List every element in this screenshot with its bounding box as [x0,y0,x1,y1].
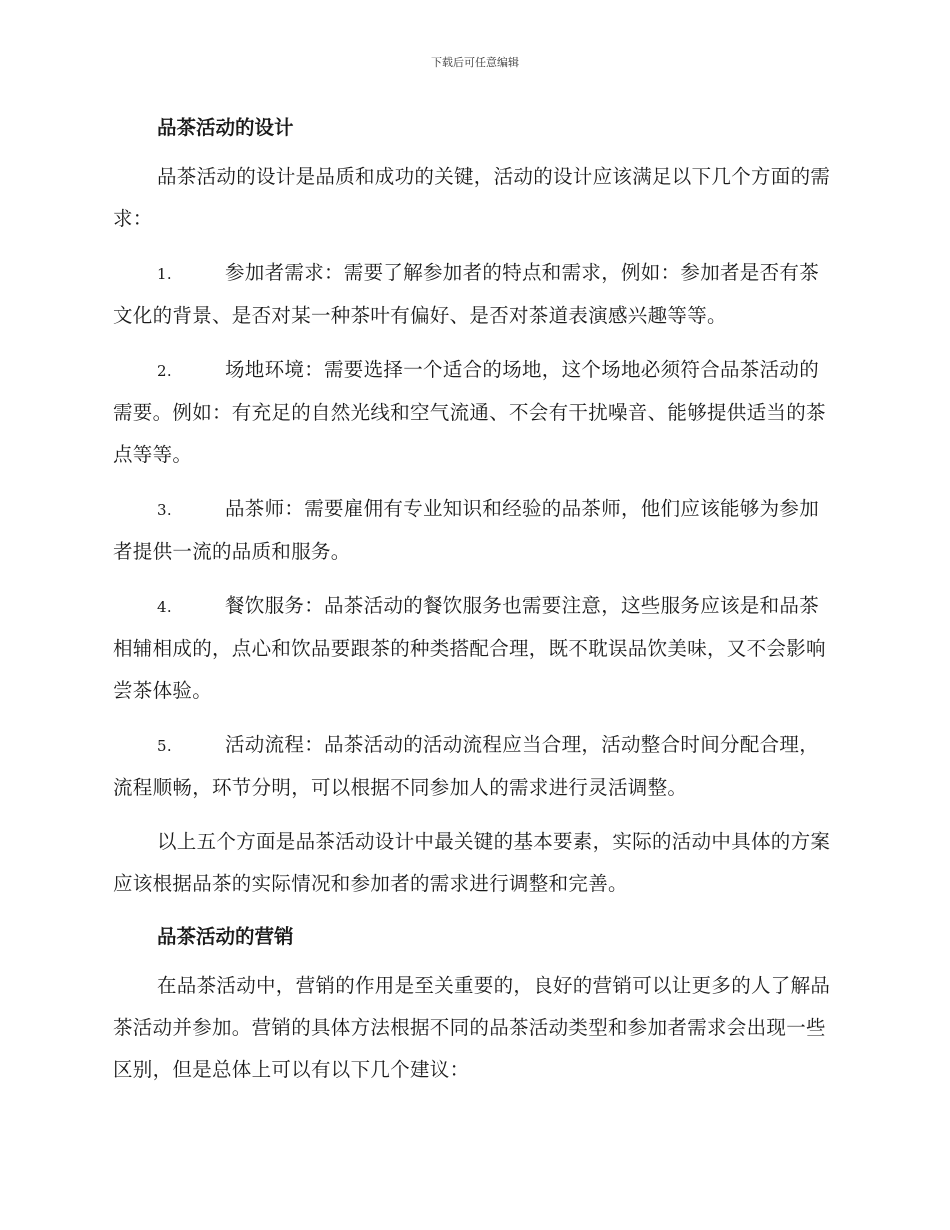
list-item-text: 活动流程：品茶活动的活动流程应当合理，活动整合时间分配合理，流程顺畅，环节分明，可以根据不同参加人的需求进行灵活调整。 [113,733,820,799]
list-item-text: 品茶师：需要雇佣有专业知识和经验的品茶师，他们应该能够为参加者提供一流的品质和服务。 [113,497,820,563]
marketing-intro-paragraph: 在品茶活动中，营销的作用是至关重要的，良好的营销可以让更多的人了解品茶活动并参加。营销的具体方法根据不同的品茶活动类型和参加者需求会出现一些区别，但是总体上可以有以下几个建议： [113,974,831,1081]
design-list-item [113,488,833,573]
section-heading-design: 品茶活动的设计 [157,116,294,139]
design-list-item [113,349,833,476]
design-summary-paragraph: 以上五个方面是品茶活动设计中最关键的基本要素，实际的活动中具体的方案应该根据品茶的实际情况和参加者的需求进行调整和完善。 [113,830,831,895]
document-body [113,108,833,1103]
list-number: 5. [157,737,172,755]
list-item-text: 餐饮服务：品茶活动的餐饮服务也需要注意，这些服务应该是和品茶相辅相成的，点心和饮品要跟茶的种类搭配合理，既不耽误品饮美味，又不会影响尝茶体验。 [113,594,826,702]
design-list-item [113,252,833,337]
design-list-item [113,724,833,809]
list-item-text: 参加者需求：需要了解参加者的特点和需求，例如：参加者是否有茶文化的背景、是否对某一种茶叶有偏好、是否对茶道表演感兴趣等等。 [113,261,820,327]
list-number: 1. [157,265,172,283]
header-note: 下载后可任意编辑 [431,56,519,69]
list-number: 4. [157,598,172,616]
design-list-item [113,585,833,712]
list-number: 2. [157,362,172,380]
list-item-text: 场地环境：需要选择一个适合的场地，这个场地必须符合品茶活动的需要。例如：有充足的自然光线和空气流通、不会有干扰噪音、能够提供适当的茶点等等。 [113,358,826,466]
design-intro-paragraph: 品茶活动的设计是品质和成功的关键，活动的设计应该满足以下几个方面的需求： [113,165,831,230]
list-number: 3. [157,501,172,519]
section-heading-marketing: 品茶活动的营销 [157,925,294,948]
